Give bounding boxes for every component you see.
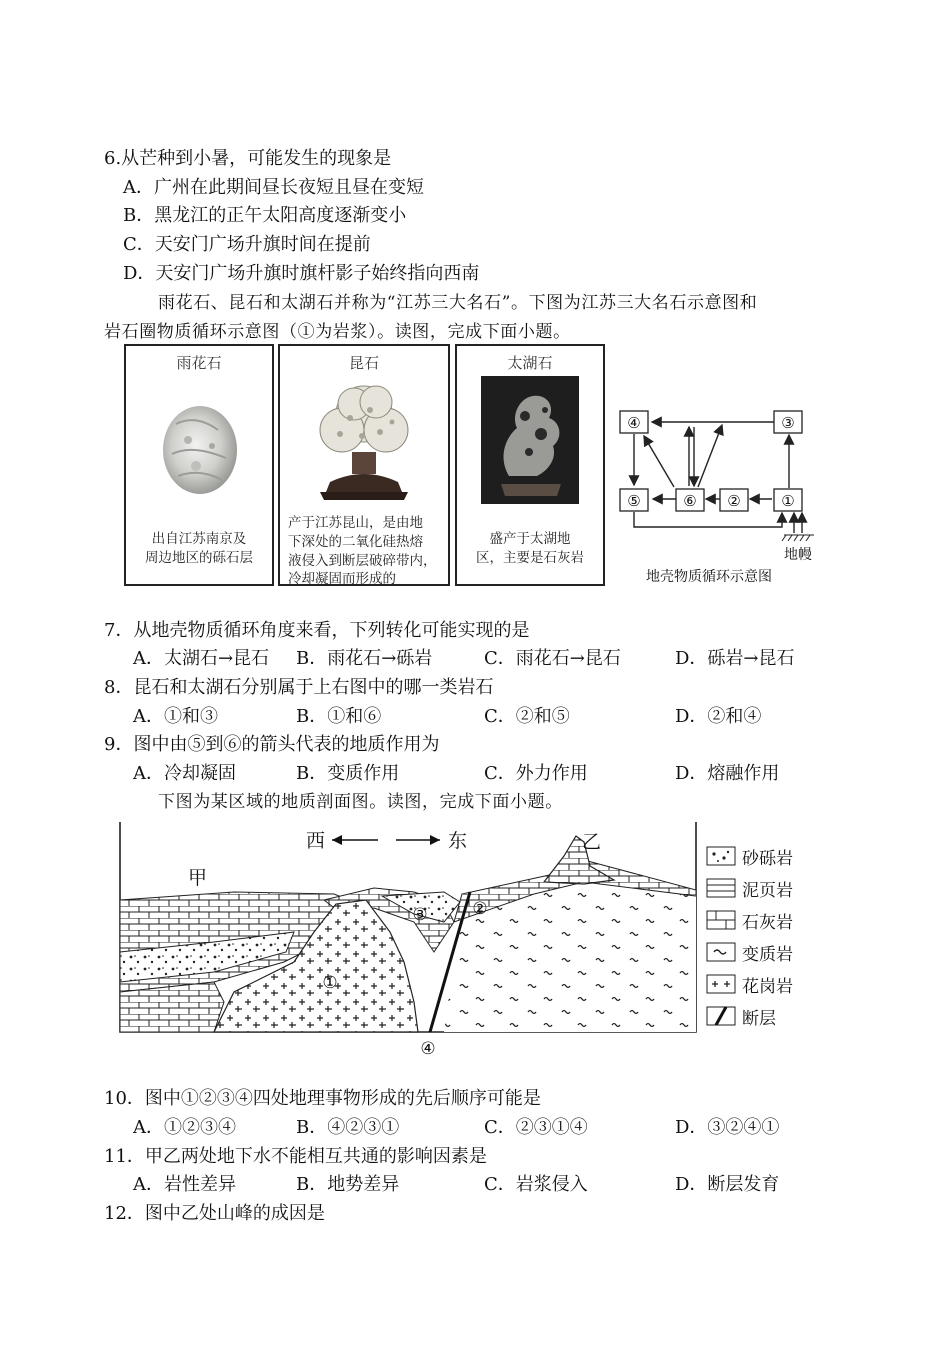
rock-cycle-diagram bbox=[614, 405, 829, 585]
stone-caption-3: 液侵入到断层破碎带内， bbox=[288, 553, 437, 569]
west-label: 西 bbox=[306, 830, 326, 852]
q10-option-c: C．②③①④ bbox=[484, 1117, 588, 1138]
cycle-caption: 地壳物质循环示意图 bbox=[646, 569, 772, 585]
legend-sand bbox=[706, 842, 793, 870]
q8-option-b: B．①和⑥ bbox=[296, 706, 382, 727]
jia-label: 甲 bbox=[188, 867, 208, 889]
taihu-stone-image bbox=[457, 376, 603, 516]
legend-label: 断层 bbox=[742, 1008, 776, 1029]
q7-option-c: C．雨花石→昆石 bbox=[484, 648, 621, 669]
legend-label: 变质岩 bbox=[742, 944, 793, 965]
east-label: 东 bbox=[448, 830, 468, 852]
stone-caption-1: 出自江苏南京及 bbox=[151, 531, 247, 547]
mark-1: ① bbox=[322, 973, 338, 993]
profile-legend bbox=[706, 842, 826, 1042]
q7-option-d: D．砾岩→昆石 bbox=[675, 648, 795, 669]
yuhua-stone-image bbox=[126, 384, 272, 524]
q8-option-d: D．②和④ bbox=[675, 706, 762, 727]
q6-stem: 6.从芒种到小暑，可能发生的现象是 bbox=[104, 148, 392, 169]
stone-caption-2: 周边地区的砾石层 bbox=[145, 550, 253, 566]
legend-metamorphic bbox=[706, 938, 793, 966]
q7-option-a: A．太湖石→昆石 bbox=[133, 648, 270, 669]
q9-stem: 9．图中由⑤到⑥的箭头代表的地质作用为 bbox=[104, 734, 440, 755]
legend-label: 石灰岩 bbox=[742, 912, 793, 933]
q9-option-c: C．外力作用 bbox=[484, 763, 588, 784]
legend-fault bbox=[706, 1002, 776, 1030]
q11-stem: 11．甲乙两处地下水不能相互共通的影响因素是 bbox=[104, 1146, 487, 1167]
mark-4: ④ bbox=[420, 1039, 436, 1059]
stone-caption-4: 冷却凝固而形成的 bbox=[288, 571, 396, 587]
q10-option-d: D．③②④① bbox=[675, 1117, 780, 1138]
legend-shale bbox=[706, 874, 793, 902]
geologic-profile bbox=[114, 822, 704, 1062]
q11-option-c: C．岩浆侵入 bbox=[484, 1174, 588, 1195]
q6-option-d: D．天安门广场升旗时旗杆影子始终指向西南 bbox=[123, 263, 480, 284]
intro1-line1: 雨花石、昆石和太湖石并称为“江苏三大名石”。下图为江苏三大名石示意图和 bbox=[158, 293, 758, 313]
q8-stem: 8．昆石和太湖石分别属于上右图中的哪一类岩石 bbox=[104, 677, 494, 698]
stone-caption-1: 盛产于太湖地 bbox=[489, 531, 571, 547]
q8-option-c: C．②和⑤ bbox=[484, 706, 570, 727]
stone-title: 太湖石 bbox=[507, 354, 553, 372]
q11-option-a: A．岩性差异 bbox=[133, 1174, 236, 1195]
q7-stem: 7．从地壳物质循环角度来看，下列转化可能实现的是 bbox=[104, 620, 530, 641]
stone-title: 雨花石 bbox=[176, 354, 222, 372]
stone-title: 昆石 bbox=[348, 354, 379, 372]
legend-granite bbox=[706, 970, 793, 998]
cycle-node-3: ③ bbox=[781, 414, 795, 432]
legend-label: 砂砾岩 bbox=[742, 848, 793, 869]
q9-option-a: A．冷却凝固 bbox=[133, 763, 236, 784]
q6-option-c: C．天安门广场升旗时间在提前 bbox=[123, 234, 371, 255]
cycle-node-2: ② bbox=[727, 492, 741, 510]
q9-option-b: B．变质作用 bbox=[296, 763, 400, 784]
stone-panel-yuhua bbox=[124, 344, 274, 586]
mantle-label: 地幔 bbox=[784, 547, 812, 563]
legend-limestone bbox=[706, 906, 793, 934]
stone-panel-kun bbox=[278, 344, 450, 586]
q10-option-b: B．④②③① bbox=[296, 1117, 400, 1138]
q9-option-d: D．熔融作用 bbox=[675, 763, 780, 784]
mark-3: ③ bbox=[412, 905, 428, 925]
q8-option-a: A．①和③ bbox=[133, 706, 218, 727]
intro2: 下图为某区域的地质剖面图。读图，完成下面小题。 bbox=[158, 792, 563, 812]
legend-label: 泥页岩 bbox=[742, 880, 793, 901]
yi-label: 乙 bbox=[582, 831, 602, 853]
q11-option-d: D．断层发育 bbox=[675, 1174, 780, 1195]
stone-caption-1: 产于江苏昆山，是由地 bbox=[288, 515, 423, 531]
cycle-node-5: ⑤ bbox=[627, 492, 641, 510]
cycle-node-6: ⑥ bbox=[683, 492, 697, 510]
stone-caption-2: 下深处的二氧化硅热熔 bbox=[288, 534, 423, 550]
q6-option-a: A．广州在此期间昼长夜短且昼在变短 bbox=[123, 177, 424, 198]
intro1-line2: 岩石圈物质循环示意图（①为岩浆）。读图，完成下面小题。 bbox=[104, 322, 571, 342]
mark-2: ② bbox=[472, 899, 488, 919]
q10-option-a: A．①②③④ bbox=[133, 1117, 236, 1138]
legend-label: 花岗岩 bbox=[742, 976, 793, 997]
q6-option-b: B．黑龙江的正午太阳高度逐渐变小 bbox=[123, 205, 407, 226]
q12-stem: 12．图中乙处山峰的成因是 bbox=[104, 1203, 325, 1224]
q10-stem: 10．图中①②③④四处地理事物形成的先后顺序可能是 bbox=[104, 1088, 541, 1109]
q11-option-b: B．地势差异 bbox=[296, 1174, 400, 1195]
stone-panel-taihu bbox=[455, 344, 605, 586]
kun-stone-image bbox=[280, 374, 448, 514]
cycle-node-4: ④ bbox=[627, 414, 641, 432]
q7-option-b: B．雨花石→砾岩 bbox=[296, 648, 433, 669]
cycle-node-1: ① bbox=[781, 492, 795, 510]
stone-caption-2: 区，主要是石灰岩 bbox=[476, 550, 584, 566]
